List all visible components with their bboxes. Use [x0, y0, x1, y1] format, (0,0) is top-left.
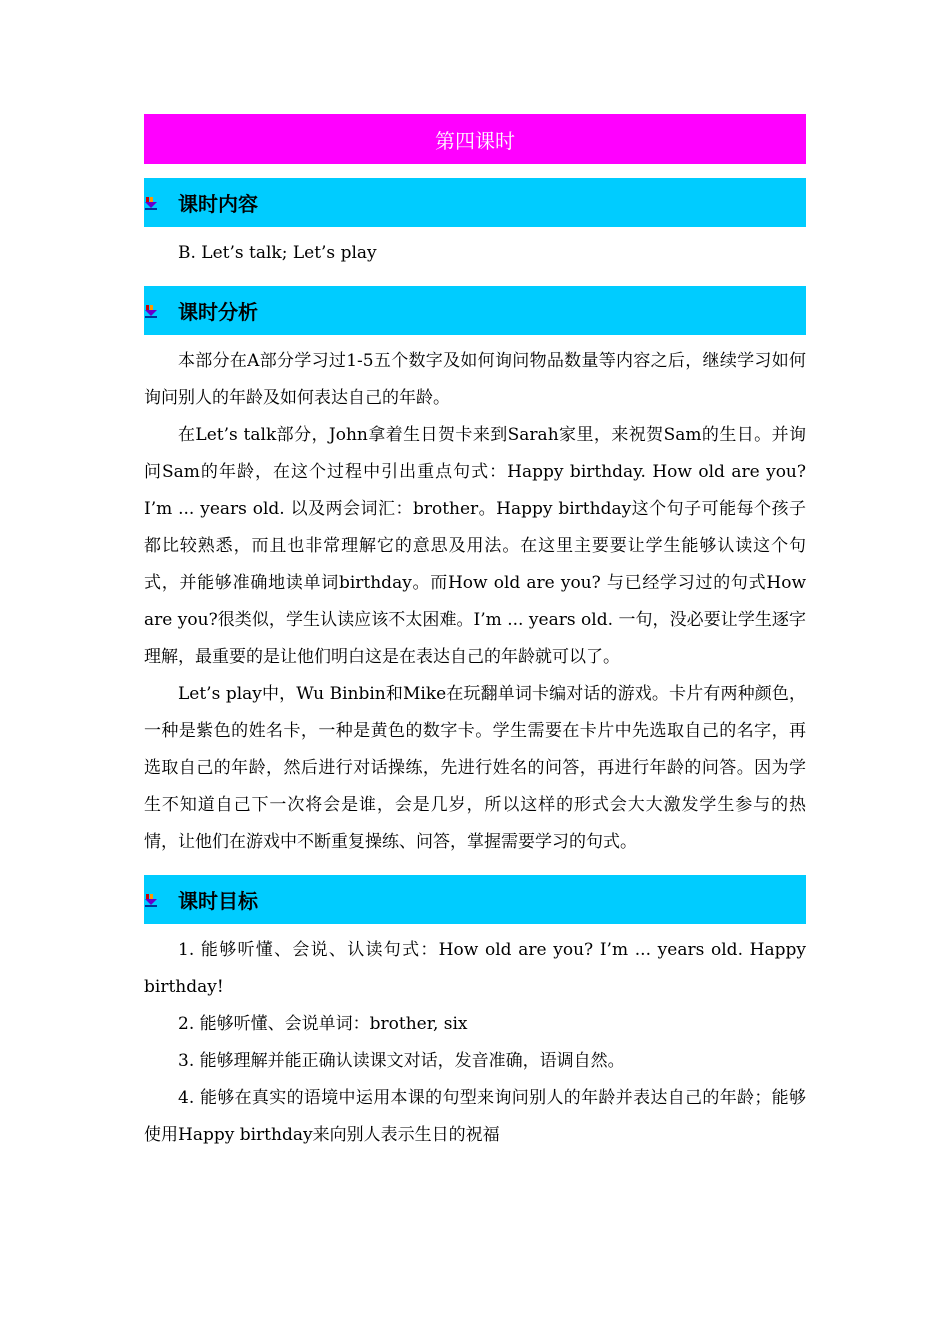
section-heading: 课时分析	[178, 300, 258, 324]
section-header-content	[144, 178, 806, 227]
analysis-paragraph: 在Let’s talk部分，John拿着生日贺卡来到Sarah家里，来祝贺Sam的生日。并询问Sam的年龄，在这个过程中引出重点句式：Happy birthday. How old are you? I’m ... years old. 以及两会词汇：brother。Happy birthday这个句子可能每个孩子都比较熟悉，而且也非常理解它的意思及用法。在这里主要要让学生能够认读这个句式，并能够准确地读单词birthday。而How old are you? 与已经学习过的句式How are you?很类似，学生认读应该不太困难。I’m ... years old. 一句，没必要让学生逐字理解，最重要的是让他们明白这是在表达自己的年龄就可以了。	[144, 425, 806, 667]
bullet-arrow-icon	[144, 304, 178, 318]
bullet-arrow-icon	[144, 196, 178, 210]
objective-item: 2. 能够听懂、会说单词：brother, six	[178, 1014, 468, 1034]
objective-item: 4. 能够在真实的语境中运用本课的句型来询问别人的年龄并表达自己的年龄；能够使用Happy birthday来向别人表示生日的祝福	[144, 1088, 806, 1145]
analysis-paragraph: 本部分在A部分学习过1-5五个数字及如何询问物品数量等内容之后，继续学习如何询问别人的年龄及如何表达自己的年龄。	[144, 351, 806, 408]
content-paragraph: B. Let’s talk; Let’s play	[178, 243, 377, 263]
lesson-title: 第四课时	[435, 128, 515, 153]
document-page	[144, 114, 806, 1154]
bullet-arrow-icon	[144, 893, 178, 907]
analysis-paragraph: Let’s play中，Wu Binbin和Mike在玩翻单词卡编对话的游戏。卡片有两种颜色，一种是紫色的姓名卡，一种是黄色的数字卡。学生需要在卡片中先选取自己的名字，再选取自己的年龄，然后进行对话操练，先进行姓名的问答，再进行年龄的问答。因为学生不知道自己下一次将会是谁，会是几岁，所以这样的形式会大大激发学生参与的热情，让他们在游戏中不断重复操练、问答，掌握需要学习的句式。	[144, 684, 806, 852]
section-header-analysis	[144, 286, 806, 335]
lesson-title-bar	[144, 114, 806, 164]
section-heading: 课时内容	[178, 192, 258, 216]
objective-item: 1. 能够听懂、会说、认读句式：How old are you? I’m ... years old. Happy birthday!	[144, 940, 806, 997]
section-heading: 课时目标	[178, 889, 258, 913]
section-header-objectives	[144, 875, 806, 924]
objective-item: 3. 能够理解并能正确认读课文对话，发音准确，语调自然。	[178, 1051, 625, 1071]
